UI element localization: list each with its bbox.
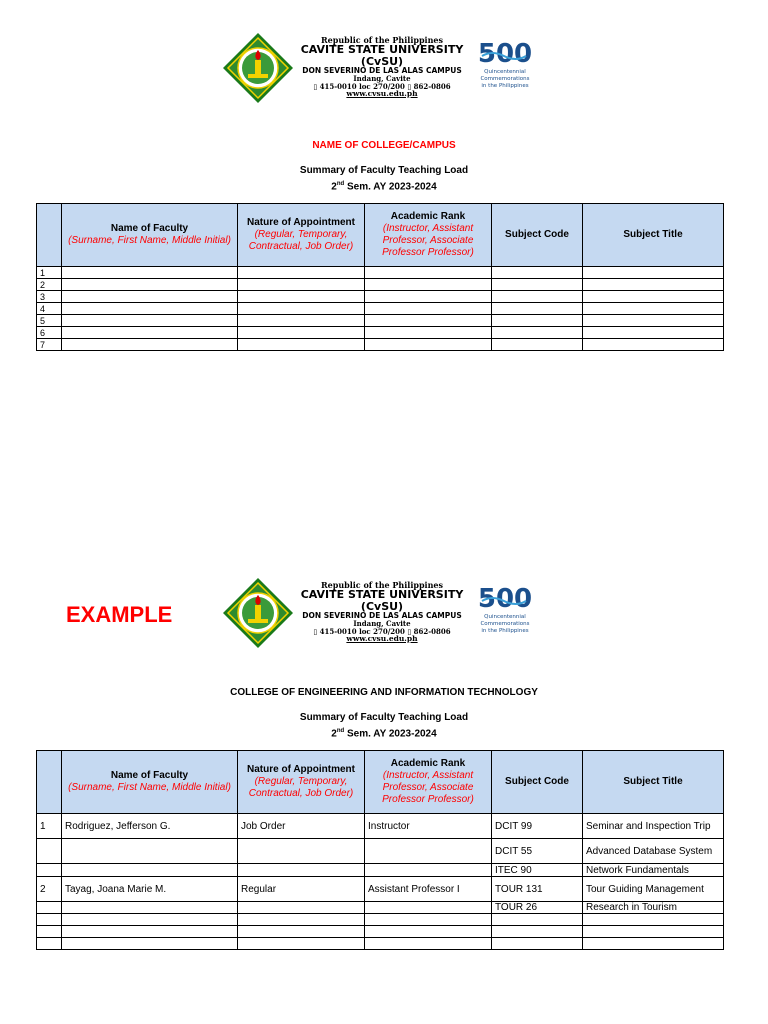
faculty-name-cell [62, 938, 238, 950]
header-subject-code: Subject Code [492, 751, 583, 814]
header-number [37, 204, 62, 267]
badge-number: 500 [477, 584, 533, 614]
table-cell[interactable] [365, 267, 492, 279]
table-cell[interactable] [62, 315, 238, 327]
table-cell[interactable] [583, 291, 724, 303]
location-text: Indang, Cavite [353, 619, 411, 629]
cvsu-seal-logo [222, 32, 294, 104]
row-number: 2 [37, 279, 62, 291]
table-cell[interactable] [583, 267, 724, 279]
subject-code-cell: TOUR 26 [492, 902, 583, 914]
rank-cell [365, 926, 492, 938]
table-row [37, 938, 724, 950]
header-subject-code: Subject Code [492, 204, 583, 267]
table-cell[interactable] [365, 303, 492, 315]
phone-text: ▯ 415-0010 loc 270/200 ▯ 862-0806 [313, 626, 451, 636]
badge-line-1: Quincentennial [484, 614, 526, 620]
badge-line-2: Commemorations [480, 621, 530, 627]
header-subject-title: Subject Title [583, 751, 724, 814]
location-text: Indang, Cavite [353, 74, 411, 84]
header-nature-of-appointment: Nature of Appointment (Regular, Temporary, Contractual, Job Order) [238, 751, 365, 814]
table-row [37, 864, 724, 877]
table-cell[interactable] [62, 279, 238, 291]
table-cell[interactable] [238, 291, 365, 303]
row-number [37, 902, 62, 914]
table-cell[interactable] [62, 303, 238, 315]
table-cell[interactable] [238, 339, 365, 351]
badge-line-2: Commemorations [480, 76, 530, 82]
table-cell[interactable] [62, 267, 238, 279]
table-cell[interactable] [492, 315, 583, 327]
appointment-cell [238, 902, 365, 914]
phone-text: ▯ 415-0010 loc 270/200 ▯ 862-0806 [313, 81, 451, 91]
table-row [37, 339, 724, 351]
table-cell[interactable] [365, 279, 492, 291]
rank-cell [365, 938, 492, 950]
university-name: CAVITE STATE UNIVERSITY [300, 588, 464, 602]
cvsu-seal-logo [222, 577, 294, 649]
appointment-cell: Job Order [238, 814, 365, 839]
subject-title-cell [583, 926, 724, 938]
subject-title-cell: Network Fundamentals [583, 864, 724, 877]
table-row [37, 814, 724, 839]
table-cell[interactable] [583, 279, 724, 291]
table-cell[interactable] [62, 291, 238, 303]
subject-code-cell: ITEC 90 [492, 864, 583, 877]
appointment-cell: Regular [238, 877, 365, 902]
table-cell[interactable] [238, 303, 365, 315]
appointment-cell [238, 839, 365, 864]
appointment-cell [238, 864, 365, 877]
table-cell[interactable] [365, 315, 492, 327]
website-link[interactable]: www.cvsu.edu.ph [346, 634, 418, 644]
table-row [37, 327, 724, 339]
table-row [37, 926, 724, 938]
quincentennial-500-logo [474, 579, 536, 639]
appointment-cell [238, 914, 365, 926]
header-name-of-faculty: Name of Faculty (Surname, First Name, Middle Initial) [62, 204, 238, 267]
table-cell[interactable] [238, 327, 365, 339]
table-cell[interactable] [238, 279, 365, 291]
row-number [37, 938, 62, 950]
rank-cell [365, 839, 492, 864]
table-cell[interactable] [583, 303, 724, 315]
subject-title-cell: Tour Guiding Management [583, 877, 724, 902]
table-cell[interactable] [492, 279, 583, 291]
header-nature-of-appointment: Nature of Appointment (Regular, Temporary, Contractual, Job Order) [238, 204, 365, 267]
subject-title-cell [583, 938, 724, 950]
subject-code-cell: DCIT 55 [492, 839, 583, 864]
table-cell[interactable] [492, 267, 583, 279]
summary-title: Summary of Faculty Teaching Load [299, 712, 469, 723]
table-cell[interactable] [62, 327, 238, 339]
row-number: 1 [37, 267, 62, 279]
letterhead-example [0, 577, 768, 687]
faculty-name-cell [62, 926, 238, 938]
faculty-load-table-blank [36, 203, 724, 351]
row-number: 5 [37, 315, 62, 327]
appointment-cell [238, 938, 365, 950]
university-abbr: (CvSU) [360, 54, 404, 68]
table-row [37, 267, 724, 279]
table-cell[interactable] [492, 291, 583, 303]
header-academic-rank: Academic Rank (Instructor, Assistant Professor, Associate Professor Professor) [365, 751, 492, 814]
subject-title-cell: Research in Tourism [583, 902, 724, 914]
republic-text: Republic of the Philippines [320, 35, 443, 45]
republic-text: Republic of the Philippines [320, 580, 443, 590]
badge-number: 500 [477, 39, 533, 69]
faculty-load-table-example [36, 750, 724, 950]
example-label: EXAMPLE [66, 602, 173, 627]
subject-code-cell: TOUR 131 [492, 877, 583, 902]
university-info [294, 36, 470, 98]
table-row [37, 914, 724, 926]
subject-code-cell [492, 914, 583, 926]
table-row [37, 291, 724, 303]
semester-line: 2nd Sem. AY 2023-2024 [331, 727, 437, 739]
summary-title: Summary of Faculty Teaching Load [299, 165, 469, 176]
row-number: 1 [37, 814, 62, 839]
faculty-name-cell [62, 864, 238, 877]
summary-heading [0, 165, 768, 193]
website-link[interactable]: www.cvsu.edu.ph [346, 89, 418, 99]
university-name: CAVITE STATE UNIVERSITY [300, 43, 464, 57]
college-name: COLLEGE OF ENGINEERING AND INFORMATION TECHNOLOGY [230, 687, 538, 698]
table-cell[interactable] [492, 303, 583, 315]
faculty-name-cell [62, 839, 238, 864]
table-row [37, 902, 724, 914]
subject-title-cell: Seminar and Inspection Trip [583, 814, 724, 839]
table-cell[interactable] [365, 339, 492, 351]
table-row [37, 315, 724, 327]
table-row [37, 839, 724, 864]
table-cell[interactable] [365, 291, 492, 303]
subject-title-cell [583, 914, 724, 926]
table-row [37, 279, 724, 291]
appointment-cell [238, 926, 365, 938]
rank-cell [365, 864, 492, 877]
header-academic-rank: Academic Rank (Instructor, Assistant Professor, Associate Professor Professor) [365, 204, 492, 267]
rank-cell: Instructor [365, 814, 492, 839]
rank-cell [365, 902, 492, 914]
table-cell[interactable] [492, 339, 583, 351]
badge-line-3: in the Philippines [481, 628, 529, 634]
row-number [37, 839, 62, 864]
header-subject-title: Subject Title [583, 204, 724, 267]
subject-code-cell [492, 938, 583, 950]
college-placeholder: NAME OF COLLEGE/CAMPUS [312, 140, 456, 151]
table-row [37, 877, 724, 902]
badge-line-3: in the Philippines [481, 83, 529, 89]
table-cell[interactable] [583, 339, 724, 351]
row-number: 3 [37, 291, 62, 303]
campus-name: DON SEVERINO DE LAS ALAS CAMPUS [302, 611, 462, 621]
rank-cell: Assistant Professor I [365, 877, 492, 902]
table-cell[interactable] [238, 315, 365, 327]
summary-heading-example [0, 712, 768, 740]
header-number [37, 751, 62, 814]
header-name-of-faculty: Name of Faculty (Surname, First Name, Middle Initial) [62, 751, 238, 814]
table-cell[interactable] [62, 339, 238, 351]
row-number: 6 [37, 327, 62, 339]
faculty-name-cell: Tayag, Joana Marie M. [62, 877, 238, 902]
table-cell[interactable] [365, 327, 492, 339]
row-number: 2 [37, 877, 62, 902]
university-info [294, 581, 470, 643]
subject-code-cell [492, 926, 583, 938]
row-number: 7 [37, 339, 62, 351]
faculty-name-cell [62, 902, 238, 914]
faculty-name-cell [62, 914, 238, 926]
university-abbr: (CvSU) [360, 599, 404, 613]
table-cell[interactable] [583, 327, 724, 339]
table-cell[interactable] [238, 267, 365, 279]
row-number: 4 [37, 303, 62, 315]
table-row [37, 303, 724, 315]
badge-line-1: Quincentennial [484, 69, 526, 75]
row-number [37, 926, 62, 938]
semester-line: 2nd Sem. AY 2023-2024 [331, 180, 437, 192]
subject-title-cell: Advanced Database System [583, 839, 724, 864]
rank-cell [365, 914, 492, 926]
table-cell[interactable] [492, 327, 583, 339]
row-number [37, 864, 62, 877]
faculty-name-cell: Rodriguez, Jefferson G. [62, 814, 238, 839]
subject-code-cell: DCIT 99 [492, 814, 583, 839]
table-cell[interactable] [583, 315, 724, 327]
quincentennial-500-logo [474, 34, 536, 94]
row-number [37, 914, 62, 926]
letterhead [0, 32, 768, 142]
campus-name: DON SEVERINO DE LAS ALAS CAMPUS [302, 66, 462, 76]
